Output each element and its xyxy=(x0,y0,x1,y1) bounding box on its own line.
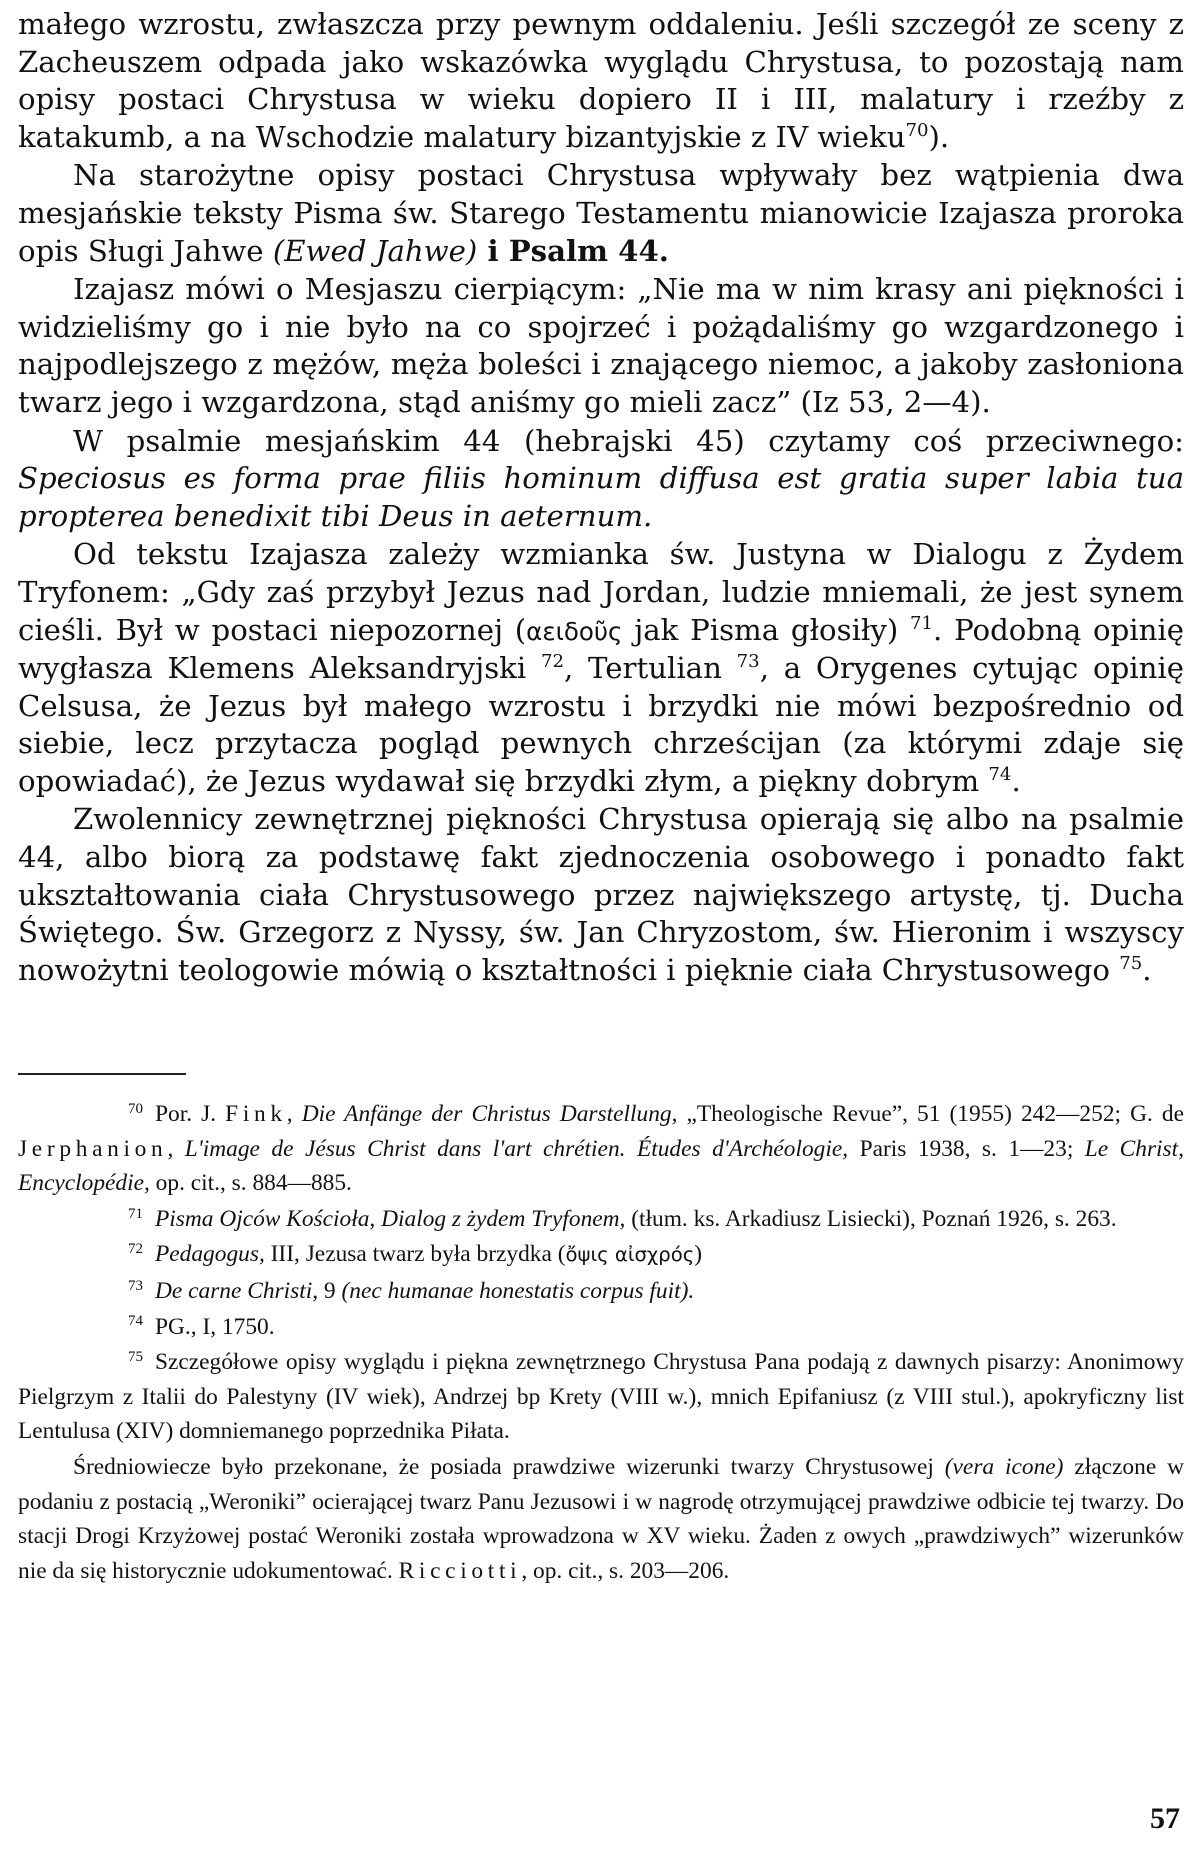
work-title: Pisma Ojców Kościoła, Dialog z żydem Tryfonem, xyxy=(155,1205,626,1232)
work-title: Pedagogus, xyxy=(155,1241,265,1268)
latin-quotation: (nec humanae honestatis corpus fuit). xyxy=(341,1277,695,1304)
text-span: małego wzrostu, zwłaszcza przy pewnym oddaleniu. Jeśli szczegół ze sceny z Zacheuszem odpada jako wskazówka wyglądu Chrystusa, to pozostają nam opisy postaci Chrystusa w wieku dopiero II i III, malatury i rzeźby z katakumb, a na Wschodzie malatury bizantyjskie z IV wieku xyxy=(18,7,1184,154)
footnote-ref-72: 72 xyxy=(540,651,564,673)
text-span: „Theologische Revue”, 51 (1955) 242—252; G. de xyxy=(677,1101,1184,1127)
footnote-75-continued xyxy=(18,1450,1184,1588)
author-name: Ricciotti xyxy=(398,1557,522,1584)
footnote-73: 73 De carne Christi, 9 (nec humanae honestatis corpus fuit). xyxy=(128,1277,695,1304)
text-span: III, Jezusa twarz była brzydka ( xyxy=(264,1241,566,1268)
work-title: Le Christ, Encyclopédie, xyxy=(18,1135,1185,1197)
text-span: (tłum. ks. Arkadiusz Lisiecki), Poznań 1926, s. 263. xyxy=(625,1205,1117,1232)
text-span: op. cit., s. 884—885. xyxy=(149,1170,352,1197)
text-span: . xyxy=(1142,952,1152,987)
book-page xyxy=(18,6,1184,1846)
text-span: Średniowiecze było przekonane, że posiada prawdziwe wizerunki twarzy Chrystusowej xyxy=(73,1453,945,1480)
footnote-ref-71: 71 xyxy=(910,612,934,634)
footnote-ref-75: 75 xyxy=(1119,952,1143,974)
text-span: Zwolennicy zewnętrznej piękności Chrystusa opierają się albo na psalmie 44, albo biorą za podstawę fakt zjednoczenia osobowego i ponadto fakt ukształtowania ciała Chrystusowego przez największego artystę, tj. Ducha Świętego. Św. Grzegorz z Nyssy, św. Jan Chryzostom, św. Hieronim i wszyscy nowożytni teologowie mówią o kształtności i pięknie ciała Chrystusowego xyxy=(18,802,1184,987)
paragraph-4 xyxy=(18,423,1184,536)
greek-word: αειδοῦς xyxy=(526,616,623,646)
paragraph-6 xyxy=(18,801,1184,989)
quotation: Izajasz mówi o Mesjaszu cierpiącym: „Nie ma w nim krasy ani piękności i widzieliśmy go i nie było na co spojrzeć i pożądaliśmy go wzgardzonego i najpodlejszego z mężów, męża boleści i znającego niemoc, a jakoby zasłoniona twarz jego i wzgardzona, stąd aniśmy go mieli zacz” (Iz 53, 2—4). xyxy=(18,272,1184,419)
text-span: , xyxy=(167,1135,185,1162)
paragraph-1 xyxy=(18,6,1184,156)
work-title: Die Anfänge der Christus Darstellung, xyxy=(301,1101,678,1127)
footnote-71: 71 Pisma Ojców Kościoła, Dialog z żydem Tryfonem, (tłum. ks. Arkadiusz Lisiecki), Poznań 1926, s. 263. xyxy=(128,1205,1117,1232)
footnote-72: 72 Pedagogus, III, Jezusa twarz była brzydka (ὄψις αἰσχρός) xyxy=(128,1241,703,1268)
text-span: ). xyxy=(928,119,950,154)
text-span: . xyxy=(1011,763,1021,798)
text-span: , xyxy=(286,1101,302,1127)
footnote-separator xyxy=(18,1073,186,1075)
footnotes xyxy=(18,1097,1184,1589)
text-span: W psalmie mesjańskim 44 (hebrajski 45) czytamy coś przeciwnego: xyxy=(73,423,1184,458)
text-span: 9 xyxy=(318,1277,342,1304)
text-span: Por. J. xyxy=(155,1101,226,1127)
text-span: PG., I, 1750. xyxy=(155,1313,275,1340)
text-span: Na starożytne opisy postaci Chrystusa wpływały bez wątpienia dwa mesjańskie teksty Pisma św. Starego Testamentu mianowicie Izajasza proroka opis Sługi Jahwe xyxy=(18,158,1184,268)
footnote-74: 74 PG., I, 1750. xyxy=(128,1313,275,1340)
text-span: i Psalm 44. xyxy=(477,233,669,268)
text-span: jak Pisma głosiły) xyxy=(622,612,911,647)
italic-term: (Ewed Jahwe) xyxy=(272,233,478,268)
latin-term: (vera icone) xyxy=(944,1453,1064,1480)
text-span: ) xyxy=(694,1241,703,1268)
work-title: De carne Christi, xyxy=(155,1277,319,1304)
text-span: Szczegółowe opisy wyglądu i piękna zewnętrznego Chrystusa Pana podają z dawnych pisarzy: Anonimowy Pielgrzym z Italii do Palestyny (IV wiek), Andrzej bp Krety (VIII w.), mnich Epifaniusz (z VIII stul.), apokryficzny list Lentulusa (XIV) domniemanego poprzednika Piłata. xyxy=(18,1349,1184,1445)
text-span: Od tekstu Izajasza zależy wzmianka św. Justyna w Dialogu z Żydem Tryfonem: „Gdy zaś przybył Jezus nad Jordan, ludzie mniemali, że jest synem cieśli. Był w postaci niepozornej ( xyxy=(18,537,1184,647)
paragraph-3 xyxy=(18,271,1184,421)
paragraph-2 xyxy=(18,157,1184,270)
footnote-ref-73: 73 xyxy=(736,651,760,673)
greek-phrase: ὄψις αἰσχρός xyxy=(565,1243,695,1267)
paragraph-5 xyxy=(18,536,1184,800)
text-span: . Podobną opinię wygłasza Klemens Aleksandryjski xyxy=(18,612,1184,686)
page-number: 57 xyxy=(1150,1802,1180,1835)
footnote-70: 70 Por. J. Fink, Die Anfänge der Christus Darstellung, „Theologische Revue”, 51 (1955) 242—252; G. de Jerphanion, L'image de Jésus Christ dans l'art chrétien. Études d'Archéologie, Paris 1938, s. 1—23; Le Christ, Encyclopédie, op. cit., s. 884—885. xyxy=(18,1100,1185,1197)
author-name: Jerphanion xyxy=(18,1135,168,1162)
footnote-ref-74: 74 xyxy=(988,764,1012,786)
text-span: , Tertulian xyxy=(564,651,737,686)
text-span: , a Orygenes cytując opinię Celsusa, że Jezus był małego wzrostu i brzydki nie mówi bezpośrednio od siebie, lecz przytacza pogląd pewnych chrześcijan (za którymi zdaje się opowiadać), że Jezus wydawał się brzydki złym, a piękny dobrym xyxy=(18,651,1184,798)
text-span: złączone w podaniu z postacią „Weroniki” ocierającej twarz Panu Jezusowi i w nagrodę otrzymującej prawdziwe odbicie tej twarzy. Do stacji Drogi Krzyżowej postać Weroniki została wprowadzona w XV wieku. Żaden z owych „prawdziwych” wizerunków nie da się historycznie udokumentować. xyxy=(18,1453,1184,1584)
footnote-75: 75 Szczegółowe opisy wyglądu i piękna zewnętrznego Chrystusa Pana podają z dawnych pisarzy: Anonimowy Pielgrzym z Italii do Palestyny (IV wiek), Andrzej bp Krety (VIII w.), mnich Epifaniusz (z VIII stul.), apokryficzny list Lentulusa (XIV) domniemanego poprzednika Piłata. xyxy=(18,1348,1184,1445)
text-span: , op. cit., s. 203—206. xyxy=(521,1557,730,1584)
author-name: Fink xyxy=(225,1101,287,1127)
main-text xyxy=(18,6,1184,989)
text-span: Paris 1938, s. 1—23; xyxy=(848,1135,1085,1162)
work-title: L'image de Jésus Christ dans l'art chrétien. Études d'Archéologie, xyxy=(184,1135,849,1162)
footnote-ref-70: 70 xyxy=(905,119,929,141)
latin-quotation: Speciosus es forma prae filiis hominum diffusa est gratia super labia tua propterea benedixit tibi Deus in aeternum. xyxy=(18,461,1184,533)
